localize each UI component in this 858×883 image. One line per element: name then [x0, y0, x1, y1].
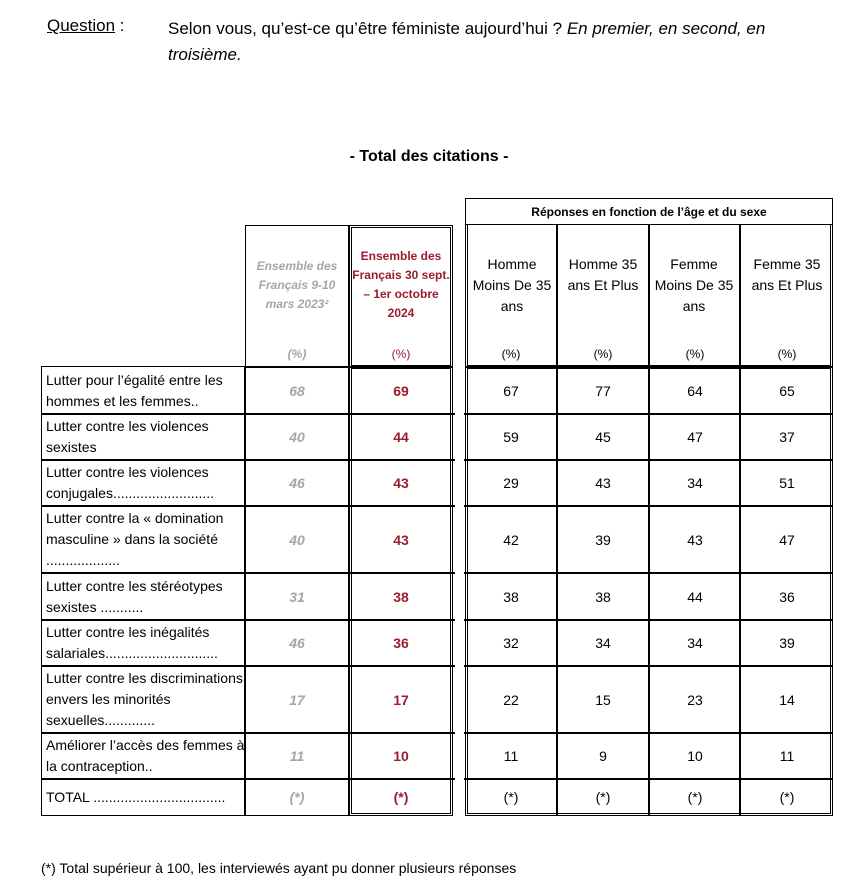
row-value: 9 — [599, 748, 607, 764]
row-value: 23 — [687, 691, 703, 708]
row-value: 17 — [289, 691, 305, 708]
row-value: 39 — [595, 531, 611, 548]
row-value: 47 — [779, 531, 795, 548]
row-value: 42 — [503, 531, 519, 548]
row-value: 43 — [393, 475, 409, 491]
col-unit-femme-moins: (%) — [685, 347, 705, 361]
row-value: 38 — [595, 588, 611, 605]
row-value: 15 — [595, 691, 611, 708]
row-value: 31 — [289, 588, 305, 605]
row-value: 43 — [595, 475, 611, 491]
row-label: Lutter contre les discriminations envers les minorités sexuelles............. — [46, 670, 243, 728]
row-label: Lutter contre la « domination masculine » dans la société ................... — [46, 510, 224, 568]
row-value: 40 — [289, 429, 305, 445]
row-value: (*) — [503, 789, 519, 805]
row-value: 32 — [503, 635, 519, 651]
row-value: 14 — [779, 691, 795, 708]
row-value: 11 — [503, 748, 519, 764]
row-value: 11 — [289, 748, 305, 764]
row-value: 10 — [393, 748, 409, 764]
col-label-homme-plus: Homme 35 ans Et Plus — [567, 256, 639, 293]
row-value: 67 — [503, 382, 519, 399]
row-value: 77 — [595, 382, 611, 399]
row-value: 44 — [687, 588, 703, 605]
row-value: 64 — [687, 382, 703, 399]
row-value: 36 — [393, 635, 409, 651]
row-value: 17 — [393, 691, 409, 708]
col-unit-2024: (%) — [391, 347, 411, 361]
col-label-2023: Ensemble des Français 9-10 mars 2023² — [256, 258, 338, 311]
row-value: 51 — [779, 475, 795, 491]
col-unit-2023: (%) — [287, 347, 307, 361]
row-label-total: TOTAL .................................. — [46, 788, 226, 805]
row-value: 65 — [779, 382, 795, 399]
row-label: Lutter pour l’égalité entre les hommes et les femmes.. — [46, 371, 223, 409]
question-text: Selon vous, qu’est-ce qu’être féministe aujourd’hui ? En premier, en second, en troisième. — [168, 19, 766, 64]
row-value: 39 — [779, 635, 795, 651]
row-label: Lutter contre les violences conjugales.......................... — [46, 464, 215, 501]
group-header-label: Réponses en fonction de l’âge et du sexe — [531, 204, 767, 219]
row-value: (*) — [595, 789, 611, 805]
row-value: 45 — [595, 429, 611, 445]
row-value: 68 — [289, 382, 305, 399]
row-value: 47 — [687, 429, 703, 445]
row-value: 29 — [503, 475, 519, 491]
col-label-2024: Ensemble des Français 30 sept. – 1er octobre 2024 — [352, 249, 450, 320]
row-label: Lutter contre les violences sexistes — [46, 418, 209, 455]
row-value: 36 — [779, 588, 795, 605]
row-value: (*) — [687, 789, 703, 805]
row-value: (*) — [779, 789, 795, 805]
row-value: 10 — [687, 748, 703, 764]
row-value: 37 — [779, 429, 795, 445]
row-value: 59 — [503, 429, 519, 445]
row-value: 46 — [289, 475, 305, 491]
row-value: 46 — [289, 635, 305, 651]
row-value: (*) — [393, 789, 409, 805]
row-label: Améliorer l’accès des femmes à la contraception.. — [46, 737, 245, 774]
footnote: (*) Total supérieur à 100, les interviewés ayant pu donner plusieurs réponses — [41, 860, 517, 876]
row-value: (*) — [289, 789, 305, 805]
row-label: Lutter contre les stéréotypes sexistes ........... — [46, 577, 223, 615]
table-subtitle: - Total des citations - — [349, 148, 509, 165]
row-value: 22 — [503, 691, 519, 708]
col-label-femme-plus: Femme 35 ans Et Plus — [751, 256, 823, 293]
col-label-femme-moins: Femme Moins De 35 ans — [654, 255, 734, 314]
row-value: 11 — [779, 748, 795, 764]
row-label: Lutter contre les inégalités salariales............................. — [46, 624, 218, 661]
row-value: 43 — [393, 531, 409, 548]
col-unit-femme-plus: (%) — [777, 347, 797, 361]
row-value: 40 — [289, 531, 305, 548]
row-value: 34 — [687, 635, 703, 651]
question-label: Question : — [47, 16, 125, 35]
row-value: 43 — [687, 531, 703, 548]
row-value: 38 — [393, 588, 409, 605]
col-unit-homme-plus: (%) — [593, 347, 613, 361]
row-value: 34 — [687, 475, 703, 491]
col-label-homme-moins: Homme Moins De 35 ans — [472, 255, 552, 314]
row-value: 69 — [393, 382, 409, 399]
row-value: 34 — [595, 635, 611, 651]
row-value: 44 — [393, 429, 409, 445]
col-unit-homme-moins: (%) — [501, 347, 521, 361]
row-value: 38 — [503, 588, 519, 605]
